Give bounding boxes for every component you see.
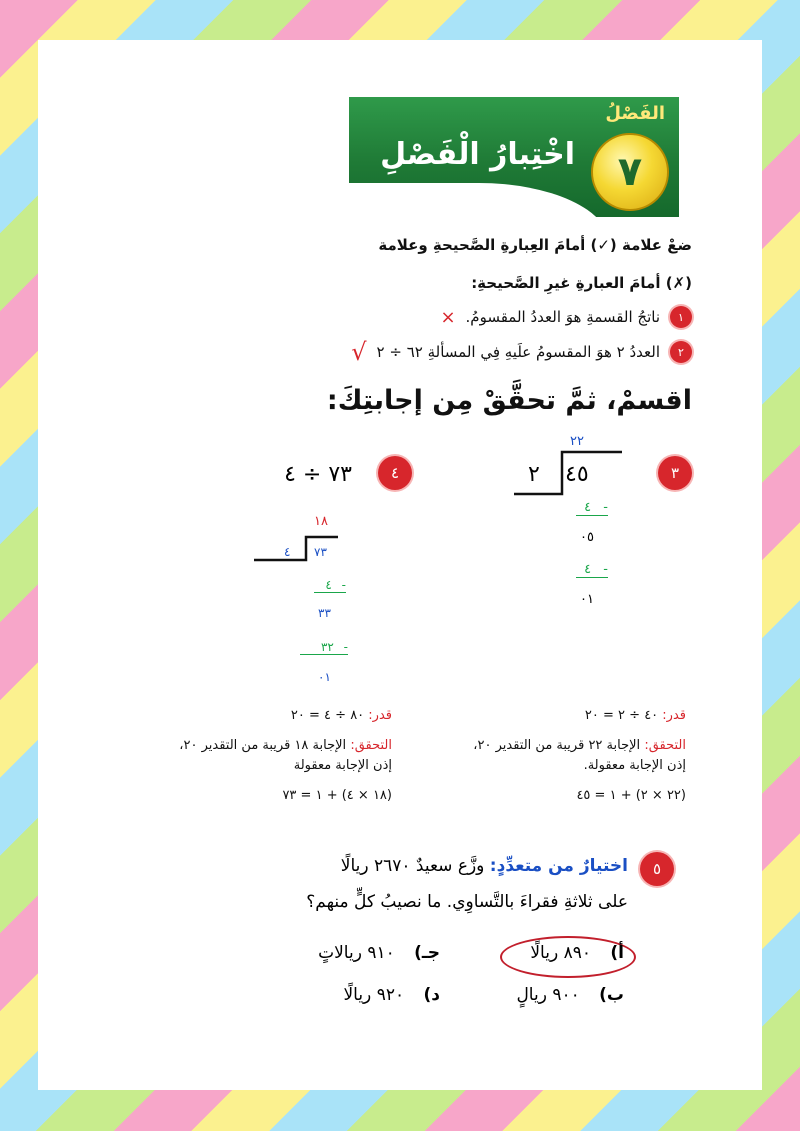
- problem-4-divisor: ٤: [284, 545, 291, 559]
- statement-2: [351, 338, 692, 366]
- chapter-word: الفَصْلُ: [605, 103, 665, 124]
- problem-3-step2-sub: [576, 562, 608, 578]
- step2-sub-value: ٤: [584, 562, 592, 577]
- chapter-number-badge: [591, 133, 669, 211]
- check-mark-icon: √: [351, 338, 367, 366]
- estimate-value: ٤٠ ÷ ٢ = ٢٠: [584, 708, 659, 723]
- problem-4-check-line-2: إذن الإجابة معقولة: [293, 758, 392, 773]
- problem-3-number-badge: ٣: [658, 456, 692, 490]
- page-title: اخْتِبارُ الْفَصْلِ: [380, 137, 575, 172]
- option-c[interactable]: [318, 943, 440, 963]
- statement-number-badge: ٢: [670, 341, 692, 363]
- minus-sign: -: [343, 640, 348, 654]
- multiple-choice-label: اختيارٌ من متعدِّدٍ:: [489, 856, 628, 876]
- option-text: ٩١٠ ريالاتٍ: [318, 943, 395, 963]
- problem-4-step2-rem: ٠١: [318, 670, 331, 684]
- problem-3-dividend: ٤٥: [565, 462, 589, 487]
- problem-3-step1-rem: ٠٥: [580, 530, 594, 545]
- check-line-1: الإجابة ٢٢ قريبة من التقدير ٢٠،: [473, 738, 641, 753]
- option-letter: جـ): [414, 943, 440, 963]
- statement-number-badge: ١: [670, 306, 692, 328]
- problem-4-quotient: ١٨: [314, 514, 328, 529]
- statement-1: [440, 306, 692, 328]
- statement-text: ناتجُ القسمةِ هوَ العددُ المقسومُ.: [465, 308, 660, 326]
- problem-3-step1-sub: [576, 500, 608, 516]
- check-label: التحقق:: [644, 738, 686, 753]
- problem-4-expression: ٧٣ ÷ ٤: [284, 462, 352, 487]
- problem-4-step2-sub: [300, 640, 348, 655]
- estimate-label: قدر:: [368, 708, 392, 723]
- problem-3-estimate: [585, 708, 686, 723]
- step2-sub-value: ٣٢: [320, 640, 334, 654]
- problem-4-check: [179, 738, 392, 753]
- minus-sign: -: [603, 500, 608, 515]
- chapter-number: ٧: [617, 149, 643, 195]
- problem-3-check: [473, 738, 686, 753]
- minus-sign: -: [341, 578, 346, 592]
- option-b[interactable]: [516, 985, 624, 1005]
- option-letter: أ): [610, 943, 624, 963]
- check-line-1: الإجابة ١٨ قريبة من التقدير ٢٠،: [179, 738, 347, 753]
- problem-3-step2-rem: ٠١: [580, 592, 594, 607]
- statement-text: العددُ ٢ هوَ المقسومُ علَيهِ فِي المسألةِ ٦٢ ÷ ٢: [376, 343, 660, 361]
- problem-4-verify: (١٨ × ٤) + ١ = ٧٣: [282, 788, 392, 803]
- option-text: ٩٢٠ ريالًا: [343, 985, 405, 1005]
- instruction-line-2: (✗) أمامَ العبارةِ غيرِ الصَّحيحةِ:: [471, 274, 692, 292]
- problem-3-verify: (٢٢ × ٢) + ١ = ٤٥: [576, 788, 686, 803]
- problem-4-step1-sub: [314, 578, 346, 593]
- minus-sign: -: [603, 562, 608, 577]
- problem-4-number-badge: ٤: [378, 456, 412, 490]
- estimate-label: قدر:: [662, 708, 686, 723]
- estimate-value: ٨٠ ÷ ٤ = ٢٠: [290, 708, 365, 723]
- check-label: التحقق:: [350, 738, 392, 753]
- problem-4-step1-rem: ٣٣: [318, 606, 331, 620]
- worksheet-page: [38, 40, 762, 1090]
- problem-5-number-badge: ٥: [640, 852, 674, 886]
- chapter-banner: [349, 97, 679, 217]
- step1-sub-value: ٤: [325, 578, 332, 592]
- option-a[interactable]: [530, 943, 624, 963]
- problem-5-text-1: وزَّع سعيدٌ ٢٦٧٠ ريالًا: [340, 856, 485, 876]
- problem-5-line-1: [341, 856, 628, 876]
- banner-decoration: [349, 183, 609, 217]
- cross-mark-icon: ×: [440, 306, 456, 328]
- option-text: ٨٩٠ ريالًا: [530, 943, 591, 963]
- option-letter: ب): [599, 985, 624, 1005]
- problem-5-line-2: على ثلاثةِ فقراءَ بالتَّساوِي. ما نصيبُ كلٍّ منهم؟: [306, 892, 628, 912]
- problem-3-check-line-2: إذن الإجابة معقولة.: [583, 758, 686, 773]
- instruction-line-1: ضعْ علامة (✓) أمامَ العِبارةِ الصَّحيحةِ وعلامة: [378, 236, 692, 254]
- problem-4-dividend: ٧٣: [314, 545, 327, 559]
- step1-sub-value: ٤: [584, 500, 592, 515]
- problem-3-divisor: ٢: [528, 462, 540, 487]
- problem-4-estimate: [291, 708, 392, 723]
- problem-3-quotient: ٢٢: [570, 434, 584, 449]
- option-text: ٩٠٠ ريالٍ: [516, 985, 580, 1005]
- section-heading: اقسمْ، ثمَّ تحقَّقْ مِن إجابتِكَ:: [326, 385, 692, 416]
- option-d[interactable]: [343, 985, 440, 1005]
- option-letter: د): [423, 985, 440, 1005]
